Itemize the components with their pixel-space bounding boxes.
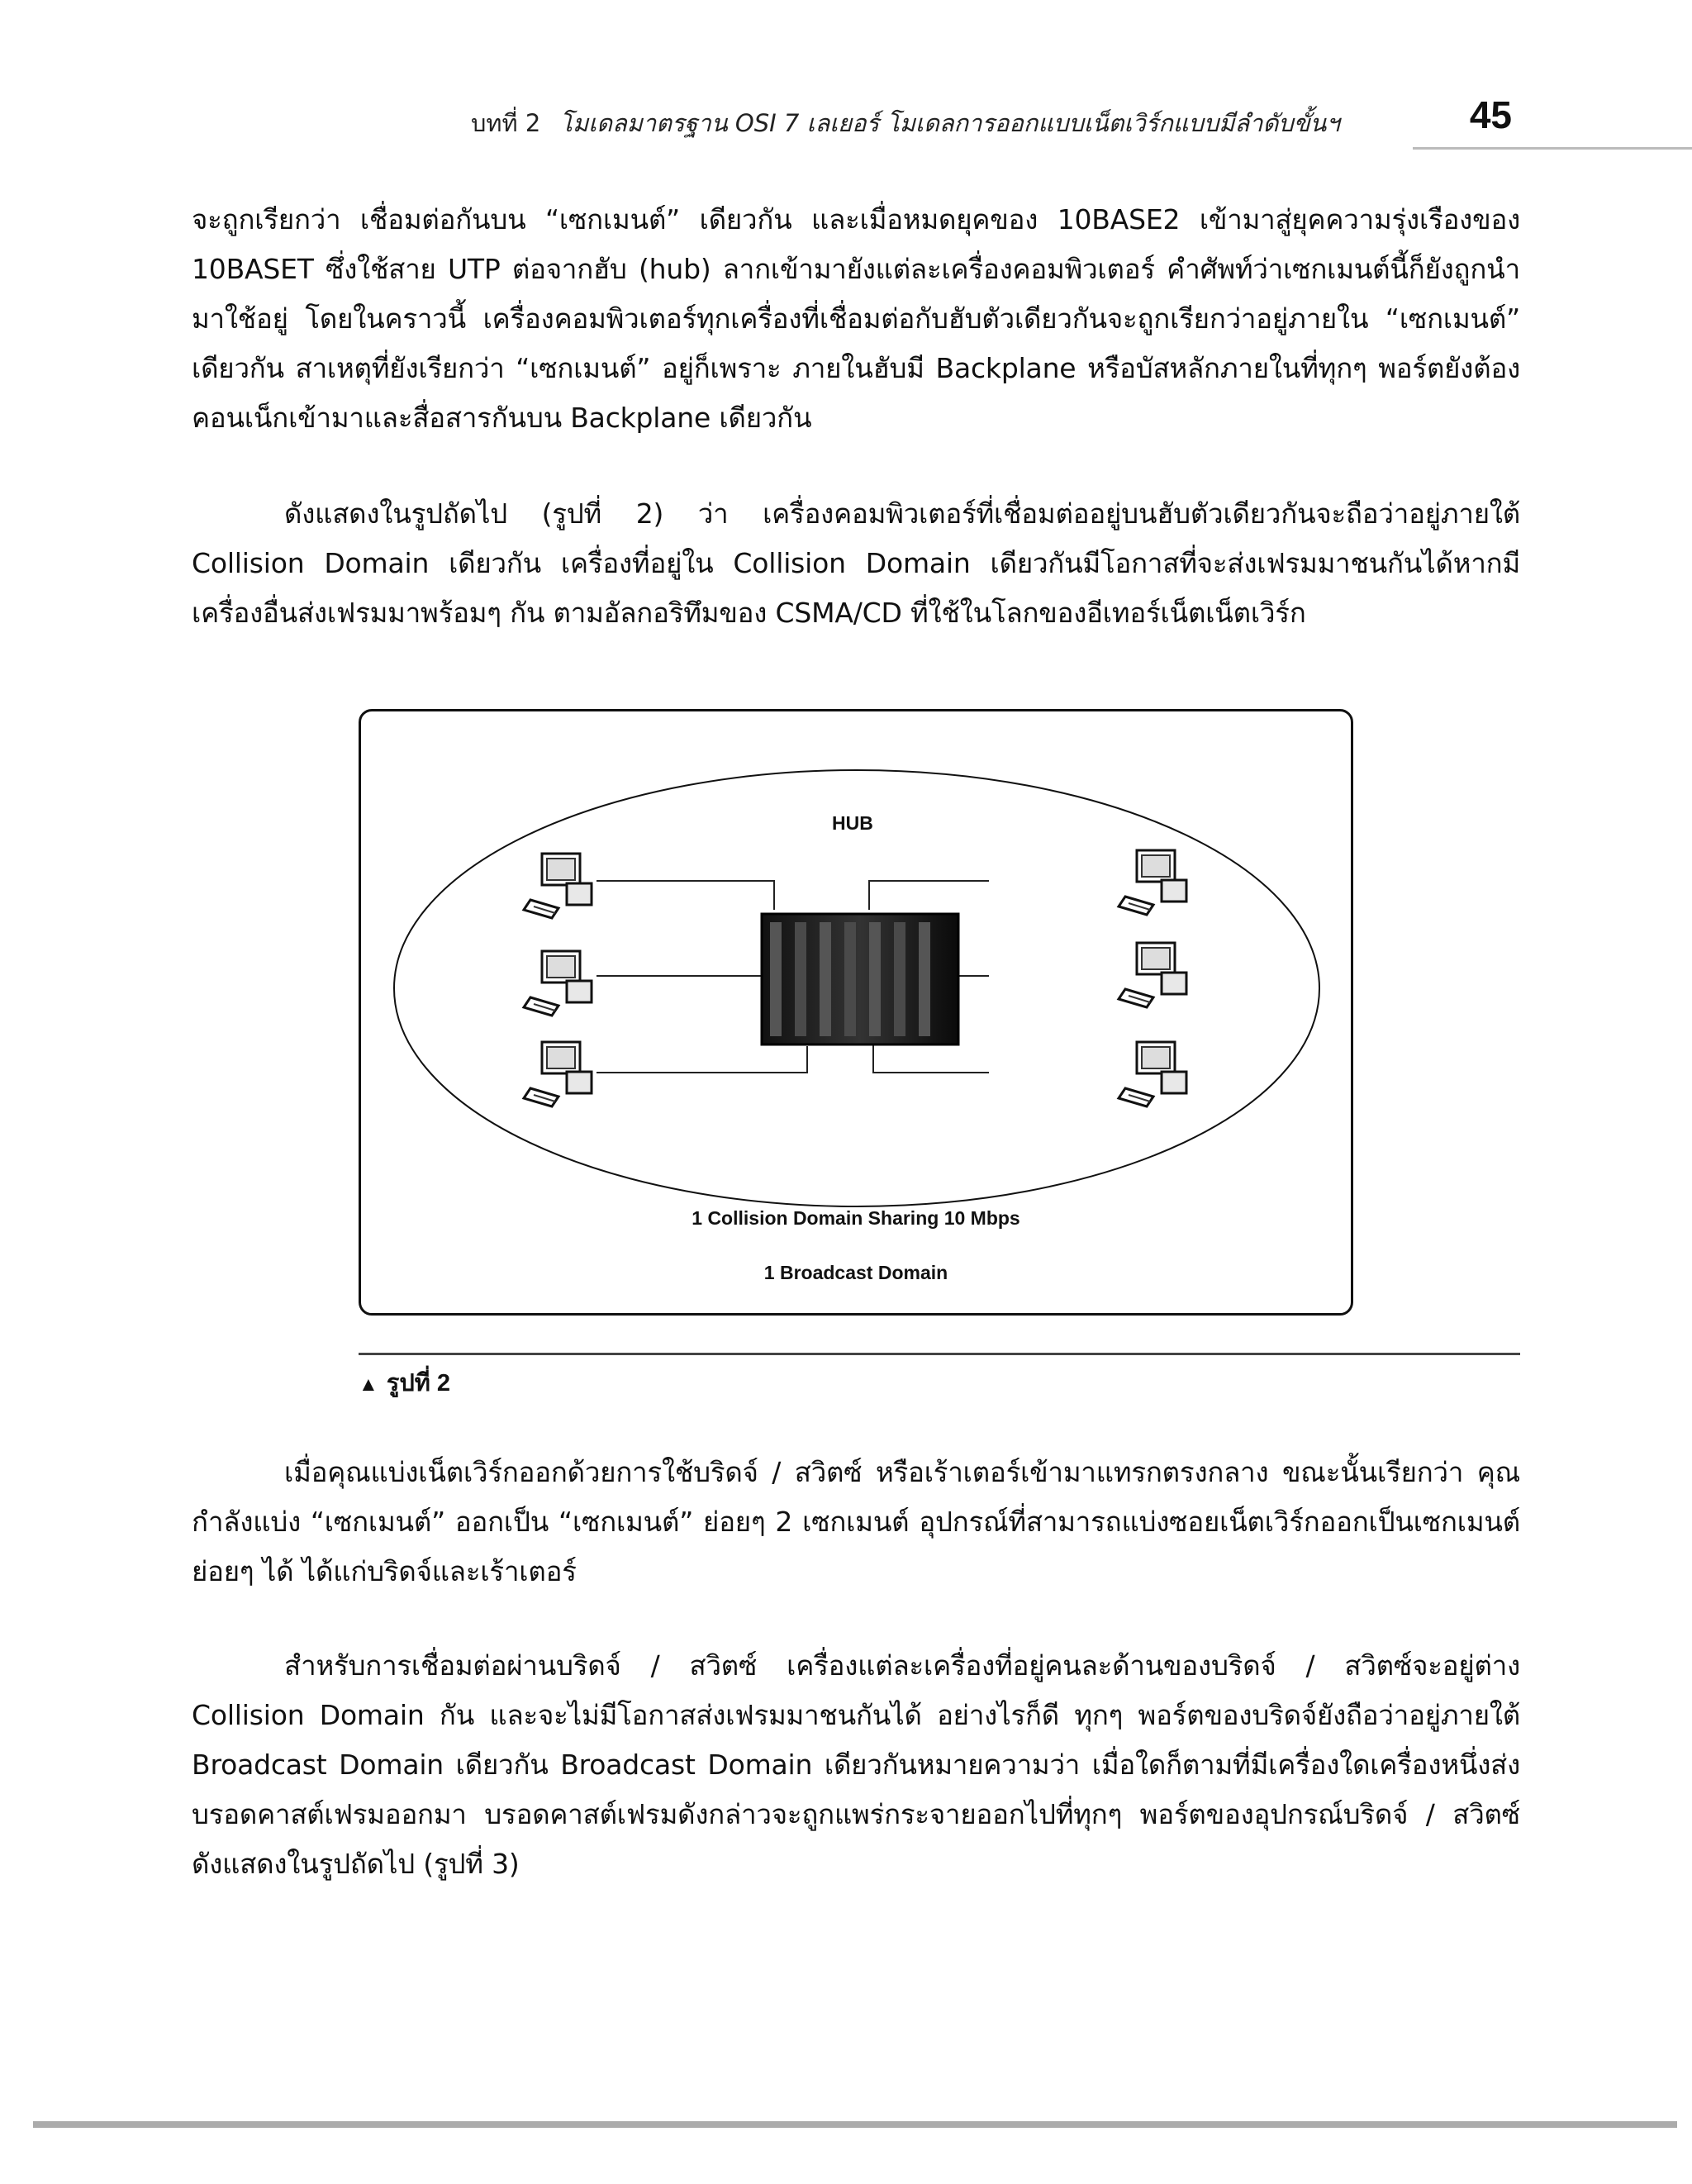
triangle-icon: ▲	[359, 1373, 378, 1396]
figure-caption	[359, 1363, 450, 1401]
collision-domain-label: 1 Collision Domain Sharing 10 Mbps	[692, 1207, 1020, 1229]
footer-rule	[33, 2121, 1677, 2128]
body-paragraph: จะถูกเรียกว่า เชื่อมต่อกันบน “เซกเมนต์” เดียวกัน และเมื่อหมดยุคของ 10BASE2 เข้ามาสู่ยุคความรุ่งเรืองของ 10BASET ซึ่งใช้สาย UTP ต่อจากฮับ (hub) ลากเข้ามายังแต่ละเครื่องคอมพิวเตอร์ คำศัพท์ว่าเซกเมนต์นี้ก็ยังถูกนำมาใช้อยู่ โดยในคราวนี้ เครื่องคอมพิวเตอร์ทุกเครื่องที่เชื่อมต่อกับฮับตัวเดียวกันจะถูกเรียกว่าอยู่ภายใน “เซกเมนต์” เดียวกัน สาเหตุที่ยังเรียกว่า “เซกเมนต์” อยู่ก็เพราะ ภายในฮับมี Backplane หรือบัสหลักภายในที่ทุกๆ พอร์ตยังต้องคอนเน็กเข้ามาและสื่อสารกันบน Backplane เดียวกัน	[192, 203, 1520, 434]
running-header	[190, 93, 1520, 150]
figure-hub-diagram	[359, 709, 1353, 1316]
body-paragraph: สำหรับการเชื่อมต่อผ่านบริดจ์ / สวิตซ์ เครื่องแต่ละเครื่องที่อยู่คนละด้านของบริดจ์ / สวิตซ์จะอยู่ต่าง Collision Domain กัน และจะไม่มีโอกาสส่งเฟรมมาชนกันได้ อย่างไรก็ดี ทุกๆ พอร์ตของบริดจ์ยังถือว่าอยู่ภายใต้ Broadcast Domain เดียวกัน Broadcast Domain เดียวกันหมายความว่า เมื่อใดก็ตามที่มีเครื่องใดเครื่องหนึ่งส่งบรอดคาสต์เฟรมออกมา บรอดคาสต์เฟรมดังกล่าวจะถูกแพร่กระจายออกไปที่ทุกๆ พอร์ตของอุปกรณ์บริดจ์ / สวิตซ์ ดังแสดงในรูปถัดไป (รูปที่ 3)	[192, 1649, 1520, 1880]
computer-icon	[524, 951, 592, 1016]
computer-icon	[1119, 1042, 1186, 1106]
chapter-label: บทที่ 2	[471, 109, 541, 137]
caption-text: รูปที่ 2	[386, 1370, 451, 1397]
chapter-description: โมเดลมาตรฐาน OSI 7 เลเยอร์ โมเดลการออกแบบเน็ตเวิร์กแบบมีลำดับขั้นฯ	[559, 109, 1340, 137]
header-rule	[1413, 147, 1692, 150]
broadcast-domain-label: 1 Broadcast Domain	[763, 1262, 948, 1283]
chapter-title	[471, 104, 1340, 142]
computer-icon	[1119, 943, 1186, 1007]
computer-icon	[524, 1042, 592, 1106]
computer-icon	[1119, 850, 1186, 915]
page-number: 45	[1469, 93, 1512, 136]
body-paragraph: เมื่อคุณแบ่งเน็ตเวิร์กออกด้วยการใช้บริดจ์ / สวิตซ์ หรือเร้าเตอร์เข้ามาแทรกตรงกลาง ขณะนั้นเรียกว่า คุณกำลังแบ่ง “เซกเมนต์” ออกเป็น “เซกเมนต์” ย่อยๆ 2 เซกเมนต์ อุปกรณ์ที่สามารถแบ่งซอยเน็ตเวิร์กออกเป็นเซกเมนต์ย่อยๆ ได้ ได้แก่บริดจ์และเร้าเตอร์	[192, 1456, 1520, 1587]
hub-device	[762, 914, 958, 1044]
caption-rule	[359, 1353, 1520, 1355]
hub-label: HUB	[832, 812, 873, 834]
computer-icon	[524, 854, 592, 918]
body-paragraph: ดังแสดงในรูปถัดไป (รูปที่ 2) ว่า เครื่องคอมพิวเตอร์ที่เชื่อมต่ออยู่บนฮับตัวเดียวกันจะถือว่าอยู่ภายใต้ Collision Domain เดียวกัน เครื่องที่อยู่ใน Collision Domain เดียวกันมีโอกาสที่จะส่งเฟรมมาชนกันได้หากมีเครื่องอื่นส่งเฟรมมาพร้อมๆ กัน ตามอัลกอริทึมของ CSMA/CD ที่ใช้ในโลกของอีเทอร์เน็ตเน็ตเวิร์ก	[192, 497, 1520, 629]
